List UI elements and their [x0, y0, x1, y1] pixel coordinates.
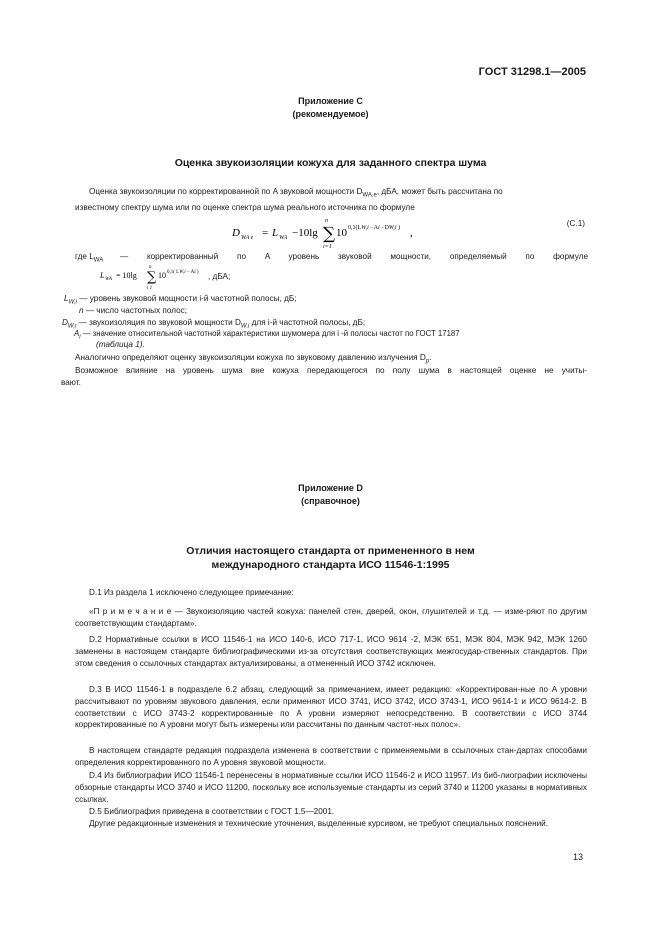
svg-text:0,1(LW,i −Ai −DW,i ): 0,1(LW,i −Ai −DW,i ) [348, 225, 401, 231]
def-dwi-sub: W,i [67, 323, 77, 330]
svg-text:0,1( LW,i − Ai ): 0,1( LW,i − Ai ) [167, 270, 199, 275]
sub-formula-unit: , дБА; [208, 272, 231, 281]
annex-c-heading: Оценка звукоизоляции кожуха для заданного спектра шума [174, 157, 487, 169]
possible-line-2: вают. [61, 377, 81, 387]
annex-d-p7: D.5 Библиография приведена в соответствии с ГОСТ 1.5—2001. [89, 807, 335, 816]
svg-text:n: n [325, 218, 328, 224]
intro-text-2: известному спектру шума или по оценке спектра шума реального источника по формуле [75, 203, 415, 213]
annex-d-heading-1: Отличия настоящего стандарта от примененного в нем [186, 545, 475, 557]
svg-text:,: , [410, 227, 413, 239]
svg-text:10: 10 [336, 227, 347, 239]
annex-d-p3: D.2 Нормативные ссылки в ИСО 11546-1 на ИСО 140-6, ИСО 717-1, ИСО 9614 -2, МЭК 651, МЭК 804, МЭК 942, МЭК 1260 заменены в настоящем стандарте библиографическими из-за отсутствия соответствующих межгосудар-ственных стандартов. При этом сведения о ссылочных стандартах актуализированы, а отмененный ИСО 3742 исключен. [75, 635, 587, 668]
def-ai-text: — значение относительной частотной характеристики шумомера для i -й полосы частот по ГОСТ 17187 [82, 329, 460, 338]
page-number: 13 [572, 852, 583, 862]
sub-formula [100, 262, 260, 292]
annex-d-p1: D.1 Из раздела 1 исключено следующее примечание: [89, 588, 294, 597]
def-ai-text-2: (таблица 1). [96, 340, 145, 349]
intro-text-1: Оценка звукоизоляции по корректированной по A звуковой мощности D [89, 187, 363, 196]
analog-sub: p [425, 358, 430, 365]
where-label [75, 251, 103, 267]
possible-line-1: Возможное влияние на уровень шума вне кожуха передающегося по полу шума в настоящей оценке не учиты- [75, 366, 587, 375]
svg-text:WA: WA [279, 235, 288, 241]
svg-text:D: D [232, 227, 240, 239]
formula-c1 [232, 216, 452, 250]
annex-d-p5: В настоящем стандарте редакция подраздела изменена в соответствии с применяемыми в ссылочных стан-дартах способами определения корректированного по A уровня звуковой мощности. [75, 746, 587, 767]
def-n [79, 305, 187, 316]
annex-d-p4: D.3 В ИСО 11546-1 в подразделе 6.2 абзац, следующий за примечанием, имеет редакцию: «Корректирован-ные по A уровни рассчитывают по уровням звукового давления, если применяют ИСО 3741, ИСО 3742, ИСО 3743-1, ИСО 9614-1 и ИСО 9614-2. В соответствии с ИСО 3743-2 корректированные по A уровни измеряют непосредственно. В соответствии с ИСО 3744 корректированные по A уровни могут быть измерены или рассчитаны по данным частот-ных полос». [75, 685, 587, 730]
def-n-sym: n [79, 306, 84, 315]
svg-text:−10lg: −10lg [292, 227, 318, 239]
possible-paragraph [61, 365, 587, 389]
def-dwi-sym: D [62, 318, 68, 327]
def-n-text: — число частотных полос; [85, 306, 188, 315]
svg-text:i=1: i=1 [323, 244, 332, 250]
svg-text:= 10lg: = 10lg [116, 271, 137, 280]
svg-text:WA e: WA e [241, 235, 254, 241]
analog-text: Аналогично определяют оценку звукоизоляции кожуха по звуковому давлению излучения D [75, 353, 426, 362]
def-ai-sub: i [79, 334, 81, 341]
def-ai-cont [96, 339, 145, 350]
svg-text:L: L [272, 227, 279, 239]
def-lwi-sub: W,i [68, 299, 78, 306]
where-text: где L [75, 252, 94, 261]
svg-text:∑: ∑ [323, 224, 336, 244]
svg-text:10: 10 [158, 271, 166, 280]
def-lwi-sym: L [64, 294, 69, 303]
annex-d-heading-2: международного стандарта ИСО 11546-1:1995 [211, 559, 450, 571]
where-sub: WA [93, 257, 104, 264]
annex-c-intro [75, 186, 587, 214]
svg-text:∑: ∑ [147, 270, 157, 285]
annex-d-title: Приложение D [298, 483, 363, 493]
formula-c1-svg [232, 216, 452, 250]
sub-formula-svg [100, 262, 260, 292]
intro-text-tail: , дБА, может быть рассчитана по [376, 187, 503, 196]
svg-text:n: n [149, 265, 152, 270]
formula-number: (С.1) [566, 219, 585, 228]
def-dwi-text-sub: W,i [240, 323, 250, 330]
def-ai-sym: A [74, 329, 80, 338]
def-ai [74, 328, 588, 344]
where-definition: — корректированный по A уровень звуковой мощности, определяемый по формуле [120, 252, 588, 261]
document-id: ГОСТ 31298.1—2005 [478, 66, 586, 78]
def-dwi-text: — звукоизоляция по звуковой мощности D [78, 318, 241, 327]
analog-tail: . [429, 353, 432, 362]
annex-c-title: Приложение С [298, 96, 363, 106]
annex-d-p8: Другие редакционные изменения и технические уточнения, выделенные курсивом, не требуют специальных пояснений. [89, 819, 549, 828]
annex-d-p2: «П р и м е ч а н и е — Звукоизоляцию частей кожуха: панелей стен, дверей, окон, глушителей и т.д. — изме-ряют по другим соответствующим стандартам». [75, 607, 587, 628]
annex-d-subtitle: (справочное) [301, 496, 360, 506]
svg-text:=: = [262, 227, 269, 239]
annex-c-subtitle: (рекомендуемое) [292, 109, 369, 119]
def-lwi-text: — уровень звуковой мощности i-й частотной полосы, дБ; [79, 294, 297, 303]
def-dwi-text-tail: для i-й частотной полосы, дБ; [249, 318, 366, 327]
intro-sub: WA,e [362, 192, 377, 199]
svg-text:WA: WA [105, 277, 112, 282]
annex-d-p6: D.4 Из библиографии ИСО 11546-1 перенесены в нормативные ссылки ИСО 11546-2 и ИСО 11957. Из биб-лиографии исключены обзорные стандарты ИСО 3740 и ИСО 11200, поскольку все используемые стандарты из серий 3740 и 11200 указаны в нормативных ссылках. [75, 771, 587, 804]
svg-text:L: L [100, 271, 105, 280]
svg-text:i 1: i 1 [147, 286, 153, 291]
